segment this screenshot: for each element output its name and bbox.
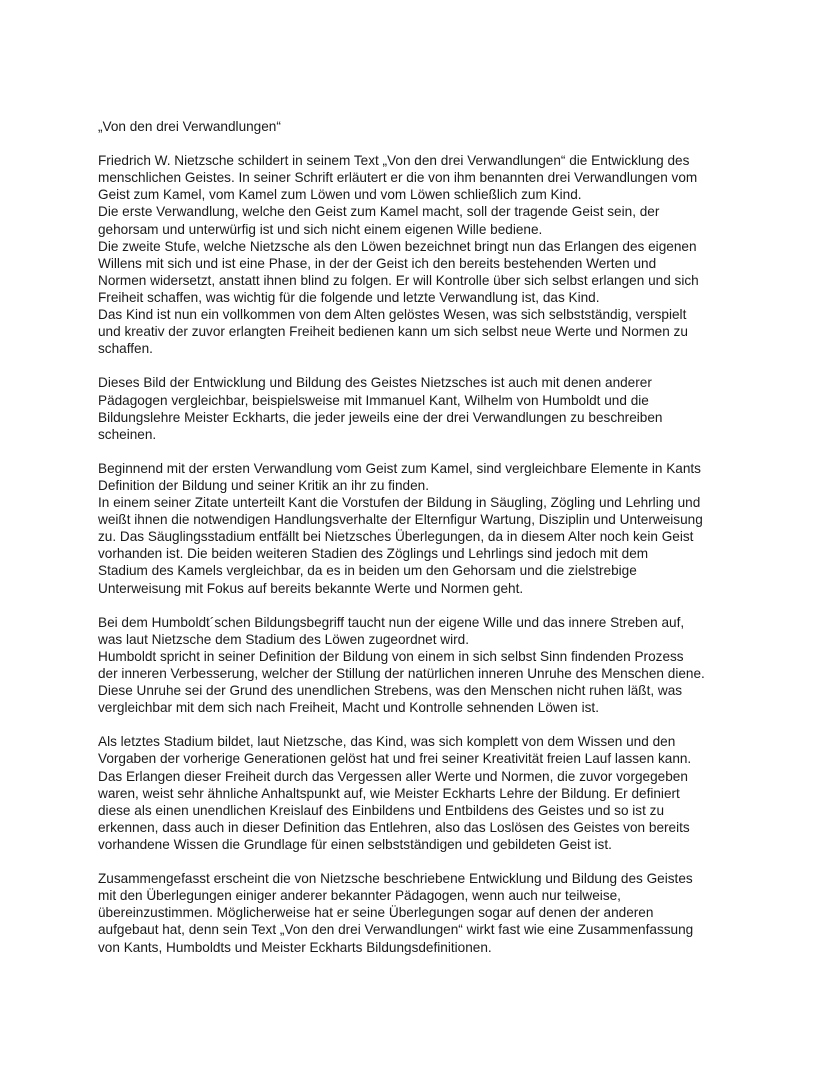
paragraph-line: Freiheit schaffen, was wichtig für die folgende und letzte Verwandlung ist, das Kind. [98,289,600,305]
paragraph-line: vergleichbar mit dem sich nach Freiheit, Macht und Kontrolle sehnenden Löwen ist. [98,700,599,716]
paragraph-line: schaffen. [98,341,153,357]
paragraph-line: von Kants, Humboldts und Meister Eckharts Bildungsdefinitionen. [98,939,492,955]
paragraph-line: zu. Das Säuglingsstadium entfällt bei Nietzsches Überlegungen, da in diesem Alter noch kein Geist [98,529,694,545]
paragraph-line: Pädagogen vergleichbar, beispielsweise mit Immanuel Kant, Wilhelm von Humboldt und die [98,392,649,408]
paragraph-line: Geist zum Kamel, vom Kamel zum Löwen und vom Löwen schließlich zum Kind. [98,187,582,203]
paragraph-line: Stadium des Kamels vergleichbar, da es in beiden um den Gehorsam und die zielstrebige [98,563,637,579]
paragraph-line: menschlichen Geistes. In seiner Schrift erläutert er die von ihm benannten drei Verwandlungen vom [98,170,698,186]
paragraph-line: Vorgaben der vorherige Generationen gelöst hat und frei seiner Kreativität freien Lauf lassen kann. [98,751,692,767]
paragraph-line: Die erste Verwandlung, welche den Geist zum Kamel macht, soll der tragende Geist sein, der [98,204,660,220]
paragraph-line: erkennen, dass auch in dieser Definition das Entlehren, also das Loslösen des Geistes von bereits [98,819,690,835]
paragraph-line: aufgebaut hat, denn sein Text „Von den drei Verwandlungen“ wirkt fast wie eine Zusammenfassung [98,922,694,938]
paragraph-line: Normen widersetzt, anstatt ihnen blind zu folgen. Er will Kontrolle über sich selbst erlangen und sich [98,272,699,288]
paragraph-4 [98,614,738,717]
paragraph-line: Unterweisung mit Fokus auf bereits bekannte Werte und Normen geht. [98,580,524,596]
paragraph-line: In einem seiner Zitate unterteilt Kant die Vorstufen der Bildung in Säugling, Zögling und Lehrling und [98,495,701,511]
paragraph-line: und kreativ der zuvor erlangten Freiheit bedienen kann um sich selbst neue Werte und Normen zu [98,324,688,340]
paragraph-line: der inneren Verbesserung, welcher der Stillung der natürlichen inneren Unruhe des Menschen diene. [98,666,705,681]
paragraph-line: Bei dem Humboldt´schen Bildungsbegriff taucht nun der eigene Wille und das innere Streben auf, [98,614,685,630]
document-page [98,118,738,973]
paragraph-line: diese als einen unendlichen Kreislauf des Einbildens und Entbildens des Geistes und so ist zu [98,802,665,818]
paragraph-line: Beginnend mit der ersten Verwandlung vom Geist zum Kamel, sind vergleichbare Elemente in Kants [98,460,701,476]
paragraph-line: Willens mit sich und ist eine Phase, in der der Geist ich den bereits bestehenden Werten und [98,255,657,271]
paragraph-line: Das Erlangen dieser Freiheit durch das Vergessen aller Werte und Normen, die zuvor vorgegeben [98,768,688,784]
paragraph-line: übereinzustimmen. Möglicherweise hat er seine Überlegungen sogar auf denen der anderen [98,905,654,921]
paragraph-line: Bildungslehre Meister Eckharts, die jeder jeweils eine der drei Verwandlungen zu beschreiben [98,409,663,425]
paragraph-5 [98,733,738,853]
paragraph-line: vorhandene Wissen die Grundlage für einen selbstständigen und gebildeten Geist ist. [98,836,612,852]
paragraph-line: was laut Nietzsche dem Stadium des Löwen zugeordnet wird. [98,631,470,647]
paragraph-1 [98,152,738,357]
paragraph-line: Dieses Bild der Entwicklung und Bildung des Geistes Nietzsches ist auch mit denen anderer [98,375,652,391]
paragraph-line: Diese Unruhe sei der Grund des unendlichen Strebens, was den Menschen nicht ruhen läßt, was [98,683,683,699]
paragraph-line: mit den Überlegungen einiger anderer bekannter Pädagogen, wenn auch nur teilweise, [98,888,621,904]
paragraph-line: Als letztes Stadium bildet, laut Nietzsche, das Kind, was sich komplett von dem Wissen und den [98,734,676,750]
paragraph-line: Zusammengefasst erscheint die von Nietzsche beschriebene Entwicklung und Bildung des Geistes [98,871,693,887]
paragraph-line: Die zweite Stufe, welche Nietzsche als den Löwen bezeichnet bringt nun das Erlangen des eigenen [98,238,697,254]
paragraph-line: Das Kind ist nun ein vollkommen von dem Alten gelöstes Wesen, was sich selbstständig, verspielt [98,307,687,323]
paragraph-line: Humboldt spricht in seiner Definition der Bildung von einem in sich selbst Sinn findenden Prozess [98,648,684,664]
paragraph-line: vorhanden ist. Die beiden weiteren Stadien des Zöglings und Lehrlings sind jedoch mit dem [98,546,649,562]
paragraph-line: weißt ihnen die notwendigen Handlungsverhalte der Elternfigur Wartung, Disziplin und Unterweisung [98,512,703,528]
paragraph-line: waren, weist sehr ähnliche Anhaltspunkt auf, wie Meister Eckharts Lehre der Bildung. Er definiert [98,785,680,801]
paragraph-line: gehorsam und unterwürfig ist und sich nicht einem eigenen Wille bediene. [98,221,543,237]
paragraph-6 [98,870,738,955]
paragraph-line: Definition der Bildung und seiner Kritik an ihr zu finden. [98,477,429,493]
paragraph-3 [98,460,738,597]
paragraph-line: Friedrich W. Nietzsche schildert in seinem Text „Von den drei Verwandlungen“ die Entwicklung des [98,153,690,169]
paragraph-line: scheinen. [98,426,157,442]
paragraph-2 [98,374,738,442]
document-title: „Von den drei Verwandlungen“ [98,119,281,134]
